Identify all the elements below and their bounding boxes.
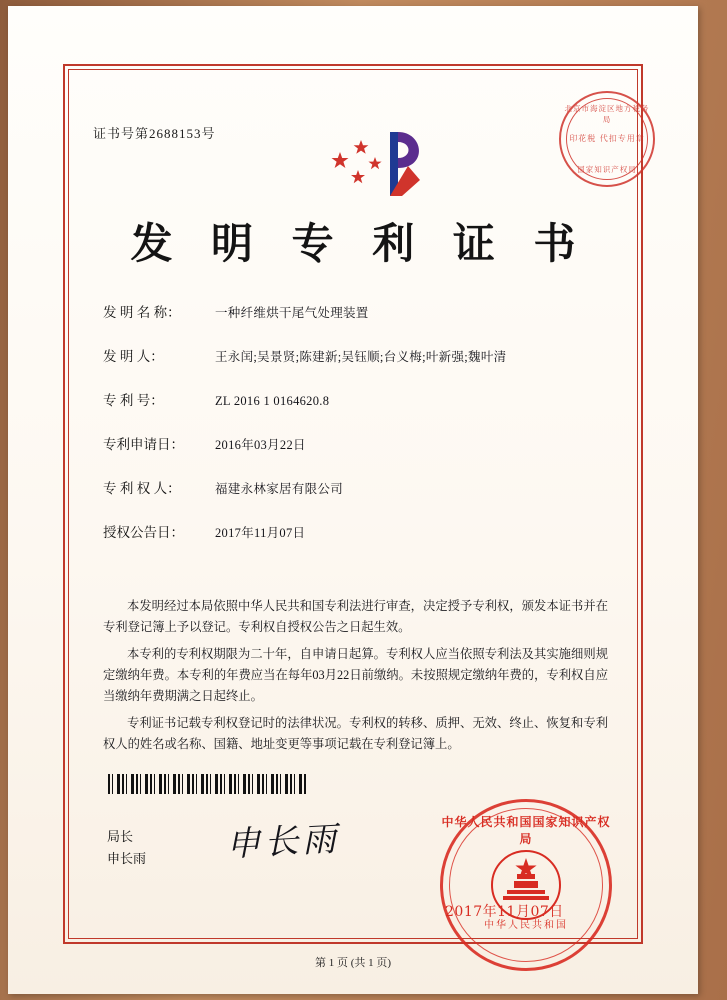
document-title: 发 明 专 利 证 书 (130, 219, 588, 268)
paper-sheet (8, 6, 698, 994)
tax-stamp-seal (559, 91, 655, 187)
field-value-patentee: 福建永林家居有限公司 (215, 482, 344, 496)
field-label-patentee: 专 利 权 人： (103, 481, 181, 496)
field-value-grant-date: 2017年11月07日 (215, 526, 306, 540)
seal-date: 2017年11月07日 (445, 904, 564, 920)
field-label-grant-date: 授权公告日： (103, 525, 184, 540)
handwritten-signature: 申长雨 (225, 819, 342, 865)
tax-stamp-arc-top: 北京市海淀区地方税务局 (564, 104, 650, 124)
field-value-application-date: 2016年03月22日 (215, 438, 306, 452)
certificate-number: 证书号第2688153号 (93, 126, 216, 141)
field-row (103, 477, 613, 497)
field-value-inventors: 王永闰;吴景贤;陈建新;吴钰顺;台义梅;叶新强;魏叶清 (215, 350, 507, 364)
page-footer: 第 1 页 (共 1 页) (314, 957, 392, 969)
national-seal (440, 799, 612, 971)
field-label-application-date: 专利申请日： (103, 437, 184, 452)
field-row (103, 345, 613, 365)
director-block (107, 826, 146, 870)
field-row (103, 301, 613, 321)
field-label-patent-number: 专 利 号： (103, 393, 164, 408)
national-seal-top-text: 中华人民共和国国家知识产权局 (441, 815, 611, 846)
barcode (108, 774, 306, 794)
field-value-patent-number: ZL 2016 1 0164620.8 (215, 394, 330, 408)
body-text (103, 596, 608, 761)
paragraph-3: 专利证书记载专利权登记时的法律状况。专利权的转移、质押、无效、终止、恢复和专利权人的姓名或名称、国籍、地址变更等事项记载在专利登记簿上。 (103, 716, 608, 751)
field-list (103, 301, 613, 565)
director-name: 申长雨 (107, 851, 147, 866)
tax-stamp-arc-bottom: 国家知识产权局 (577, 165, 637, 174)
field-label-invention-name: 发 明 名 称： (103, 305, 181, 320)
paragraph-2: 本专利的专利权期限为二十年，自申请日起算。专利权人应当依照专利法及其实施细则规定缴纳年费。本专利的年费应当在每年03月22日前缴纳。未按照规定缴纳年费的，专利权自应当缴纳年费期满之日起终止。 (103, 647, 608, 703)
director-title: 局长 (107, 829, 134, 844)
field-label-inventors: 发 明 人： (103, 349, 164, 364)
field-row (103, 521, 613, 541)
national-seal-bottom-text: 中华人民共和国 (484, 920, 568, 931)
patent-office-logo-icon (328, 124, 448, 204)
field-row (103, 389, 613, 409)
field-value-invention-name: 一种纤维烘干尾气处理装置 (215, 306, 369, 320)
field-row (103, 433, 613, 453)
tax-stamp-center-text: 印花税 代扣专用章 (569, 134, 645, 143)
paragraph-1: 本发明经过本局依照中华人民共和国专利法进行审查，决定授予专利权，颁发本证书并在专利登记簿上予以登记。专利权自授权公告之日起生效。 (103, 599, 608, 634)
